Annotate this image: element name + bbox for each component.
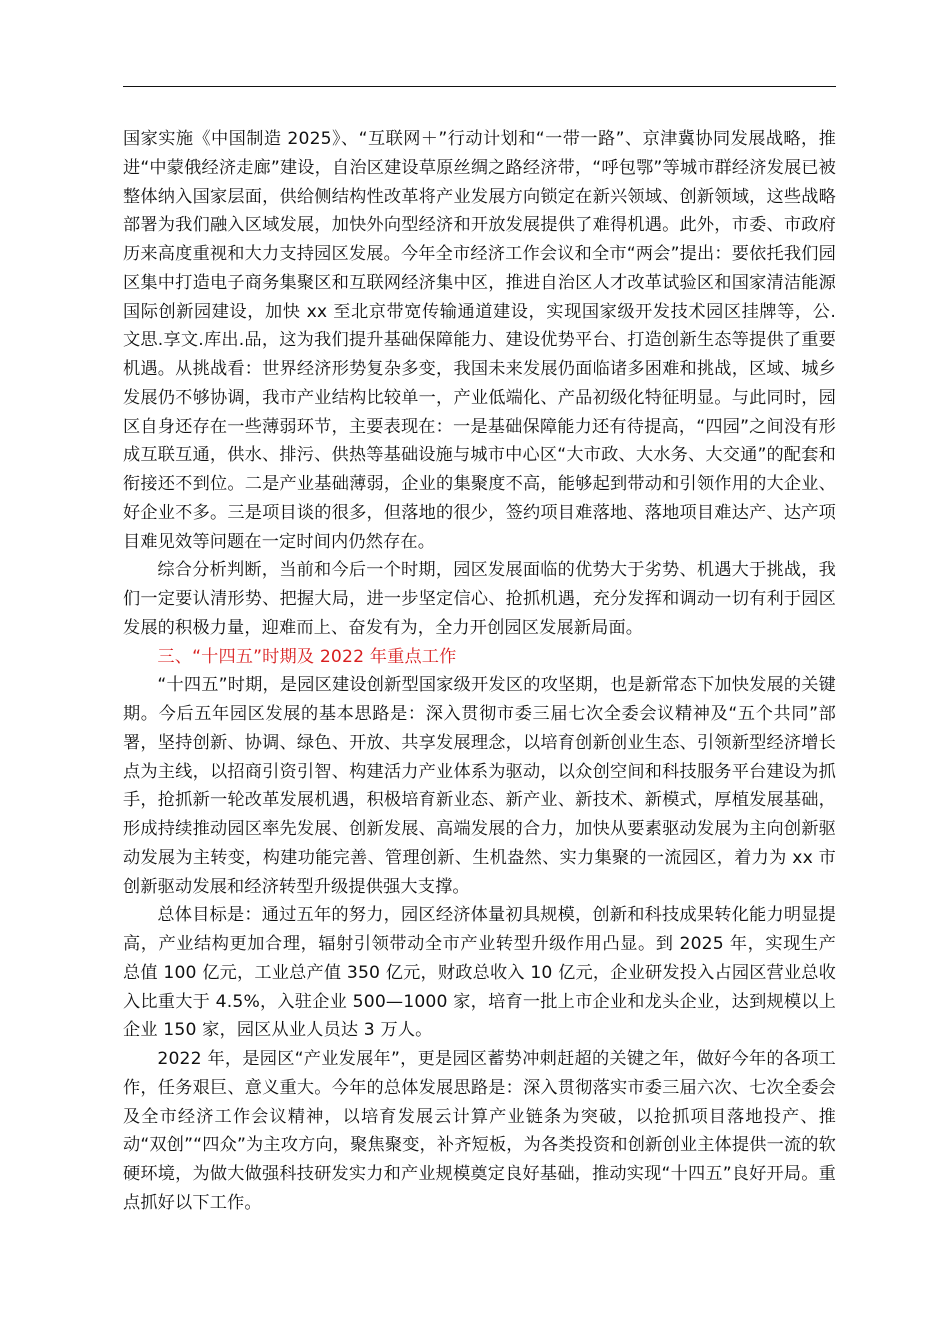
document-body <box>123 125 836 1218</box>
section-heading: 三、“十四五”时期及 2022 年重点工作 <box>157 646 457 667</box>
paragraph-overall-goal: 总体目标是：通过五年的努力，园区经济体量初具规模，创新和科技成果转化能力明显提高，产业结构更加合理，辐射引领带动全市产业转型升级作用凸显。到 2025 年，实现生产总值 100 亿元，工业总产值 350 亿元，财政总收入 10 亿元，企业研发投入占园区营业总收入比重大于 4.5%，入驻企业 500—1000 家，培育一批上市企业和龙头企业，达到规模以上企业 150 家，园区从业人员达 3 万人。 <box>123 905 836 1041</box>
paragraph-continuation: 国家实施《中国制造 2025》、“互联网＋”行动计划和“一带一路”、京津冀协同发展战略，推进“中蒙俄经济走廊”建设，自治区建设草原丝绸之路经济带，“呼包鄂”等城市群经济发展已被整体纳入国家层面，供给侧结构性改革将产业发展方向锁定在新兴领域、创新领域，这些战略部署为我们融入区域发展，加快外向型经济和开放发展提供了难得机遇。此外，市委、市政府历来高度重视和大力支持园区发展。今年全市经济工作会议和全市“两会”提出：要依托我们园区集中打造电子商务集聚区和互联网经济集中区，推进自治区人才改革试验区和国家清洁能源国际创新园建设，加快 xx 至北京带宽传输通道建设，实现国家级开发技术园区挂牌等，公.文思.享文.库出.品，这为我们提升基础保障能力、建设优势平台、打造创新生态等提供了重要机遇。从挑战看：世界经济形势复杂多变，我国未来发展仍面临诸多困难和挑战，区域、城乡发展仍不够协调，我市产业结构比较单一，产业低端化、产品初级化特征明显。与此同时，园区自身还存在一些薄弱环节，主要表现在：一是基础保障能力还有待提高，“四园”之间没有形成互联互通，供水、排污、供热等基础设施与城市中心区“大市政、大水务、大交通”的配套和衔接还不到位。二是产业基础薄弱，企业的集聚度不高，能够起到带动和引领作用的大企业、好企业不多。三是项目谈的很多，但落地的很少，签约项目难落地、落地项目难达产、达产项目难见效等问题在一定时间内仍然存在。 <box>123 129 836 552</box>
paragraph-analysis: 综合分析判断，当前和今后一个时期，园区发展面临的优势大于劣势、机遇大于挑战，我们一定要认清形势、把握大局，进一步坚定信心、抢抓机遇，充分发挥和调动一切有利于园区发展的积极力量，迎难而上、奋发有为，全力开创园区发展新局面。 <box>123 560 836 638</box>
paragraph-five-year-plan: “十四五”时期，是园区建设创新型国家级开发区的攻坚期，也是新常态下加快发展的关键期。今后五年园区发展的基本思路是：深入贯彻市委三届七次全委会议精神及“五个共同”部署，坚持创新、协调、绿色、开放、共享发展理念，以培育创新创业生态、引领新型经济增长点为主线，以招商引资引智、构建活力产业体系为驱动，以众创空间和科技服务平台建设为抓手，抢抓新一轮改革发展机遇，积极培育新业态、新产业、新技术、新模式，厚植发展基础，形成持续推动园区率先发展、创新发展、高端发展的合力，加快从要素驱动发展为主向创新驱动发展为主转变，构建功能完善、管理创新、生机盎然、实力集聚的一流园区，着力为 xx 市创新驱动发展和经济转型升级提供强大支撑。 <box>123 675 836 897</box>
header-rule <box>123 86 836 87</box>
paragraph-2022-work: 2022 年，是园区“产业发展年”，更是园区蓄势冲刺赶超的关键之年，做好今年的各项工作，任务艰巨、意义重大。今年的总体发展思路是：深入贯彻落实市委三届六次、七次全委会及全市经济工作会议精神，以培育发展云计算产业链条为突破，以抢抓项目落地投产、推动“双创”“四众”为主攻方向，聚焦聚变，补齐短板，为各类投资和创新创业主体提供一流的软硬环境，为做大做强科技研发实力和产业规模奠定良好基础，推动实现“十四五”良好开局。重点抓好以下工作。 <box>123 1049 836 1213</box>
